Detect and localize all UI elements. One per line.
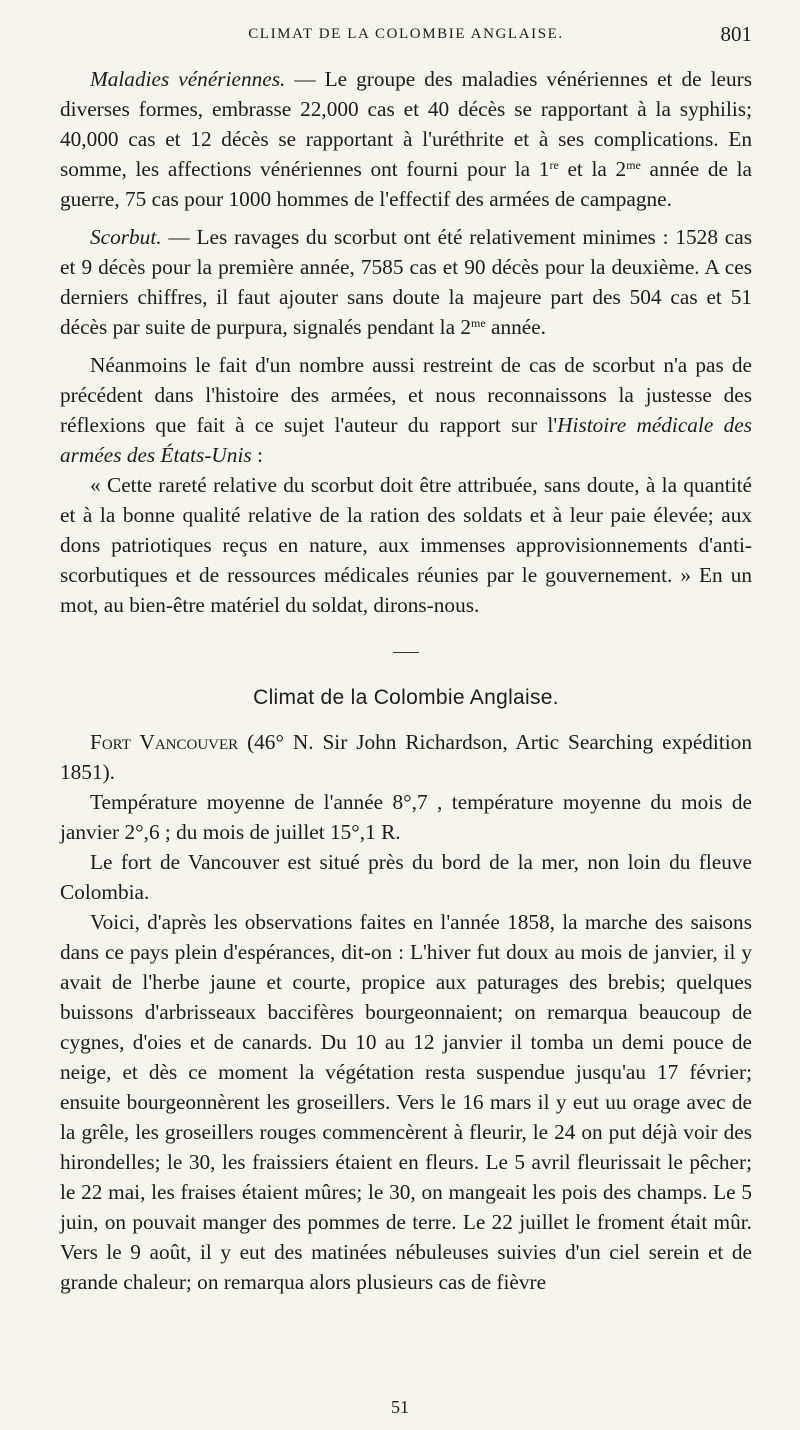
paragraph-text: — Le groupe des maladies vénériennes et de leurs diverses formes, embrasse 22,000 cas et 40 décès se rapportant à la syphilis; 40,000 cas et 12 décès se rapportant à l'uréthrite et à ses complications. En somme, les affections vénériennes ont fourni pour la 1: [60, 67, 752, 181]
paragraph-text: année de la guerre, 75 cas pour 1000 hommes de l'effectif des armées de campagne.: [60, 157, 752, 211]
section-title: Climat de la Colombie Anglaise.: [253, 686, 559, 709]
paragraph-seasons: Voici, d'après les observations faites en l'année 1858, la marche des saisons dans ce pays plein d'espérances, dit-on : L'hiver fut doux au mois de janvier, il y avait de l'herbe jaune et courte, propice aux paturages des brebis; quelques buissons d'arbrisseaux baccifères bourgeonnaient; on remarqua beaucoup de cygnes, d'oies et de canards. Du 10 au 12 janvier il tomba un demi pouce de neige, et dès ce moment la végétation resta suspendue jusqu'au 17 février; ensuite bourgeonnèrent les groseillers. Vers le 16 mars il y eut uu orage avec de la grêle, les groseillers rouges commencèrent à fleurir, le 24 on put déjà voir des hirondelles; le 30, les fraissiers étaient en fleurs. Le 5 avril fleurissait le pêcher; le 22 mai, les fraises étaient mûres; le 30, on mangeait les pois des champs. Le 5 juin, on pouvait manger des pommes de terre. Le 22 juillet le froment était mûr. Vers le 9 août, il y eut des matinées nébuleuses suivies d'un ciel serein et de grande chaleur; on remarqua alors plusieurs cas de fièvre: [60, 910, 752, 1294]
paragraph-lead-italic: Maladies vénériennes.: [90, 67, 286, 91]
paragraph-scurvy: [60, 222, 752, 342]
paragraph-quotation: « Cette rareté relative du scorbut doit être attribuée, sans doute, à la quantité et à la bonne qualité relative de la ration des soldats et à leur paie élevée; aux dons patriotiques reçus en nature, aux immenses approvisionnements d'anti-scorbutiques et de ressources médicales réunies par le gouvernement. » En un mot, au bien-être matériel du soldat, dirons-nous.: [60, 473, 752, 617]
signature-mark: 51: [391, 1397, 409, 1417]
superscript: me: [626, 158, 641, 172]
paragraph-fort-vancouver: [60, 727, 752, 787]
superscript: me: [471, 316, 486, 330]
superscript: re: [549, 158, 559, 172]
paragraph-text: :: [251, 443, 263, 467]
place-name-smallcaps: Fort Vancouver: [90, 730, 239, 754]
running-title: CLIMAT DE LA COLOMBIE ANGLAISE.: [248, 26, 564, 42]
page-number: 801: [720, 22, 752, 46]
paragraph-location: Le fort de Vancouver est situé près du bord de la mer, non loin du fleuve Colombia.: [60, 850, 752, 904]
page-body: [60, 64, 752, 1297]
paragraph-text: et la 2: [558, 157, 627, 181]
paragraph-scurvy-commentary: [60, 350, 752, 470]
paragraph-text: Néanmoins le fait d'un nombre aussi restreint de cas de scorbut n'a pas de précédent dans l'histoire des armées, et nous reconnaissons la justesse des réflexions que fait à ce sujet l'auteur du rapport sur l': [60, 353, 752, 437]
paragraph-venereal-diseases: [60, 64, 752, 214]
paragraph-lead-italic: Scorbut.: [90, 225, 162, 249]
paragraph-text: — Les ravages du scorbut ont été relativement minimes : 1528 cas et 9 décès pour la première année, 7585 cas et 90 décès pour la deuxième. A ces derniers chiffres, il faut ajouter sans doute la majeure part des 504 cas et 51 décès par suite de purpura, signalés pendant la 2: [60, 225, 752, 339]
paragraph-text: (46° N. Sir John Richardson, Artic Searching expédition 1851).: [60, 730, 752, 784]
paragraph-text: année.: [485, 315, 546, 339]
page-header: [60, 22, 752, 52]
book-title-italic: Histoire médicale des armées des États-Unis: [60, 413, 752, 467]
section-divider: [393, 652, 419, 653]
paragraph-temperature: Température moyenne de l'année 8°,7 , température moyenne du mois de janvier 2°,6 ; du mois de juillet 15°,1 R.: [60, 790, 752, 844]
